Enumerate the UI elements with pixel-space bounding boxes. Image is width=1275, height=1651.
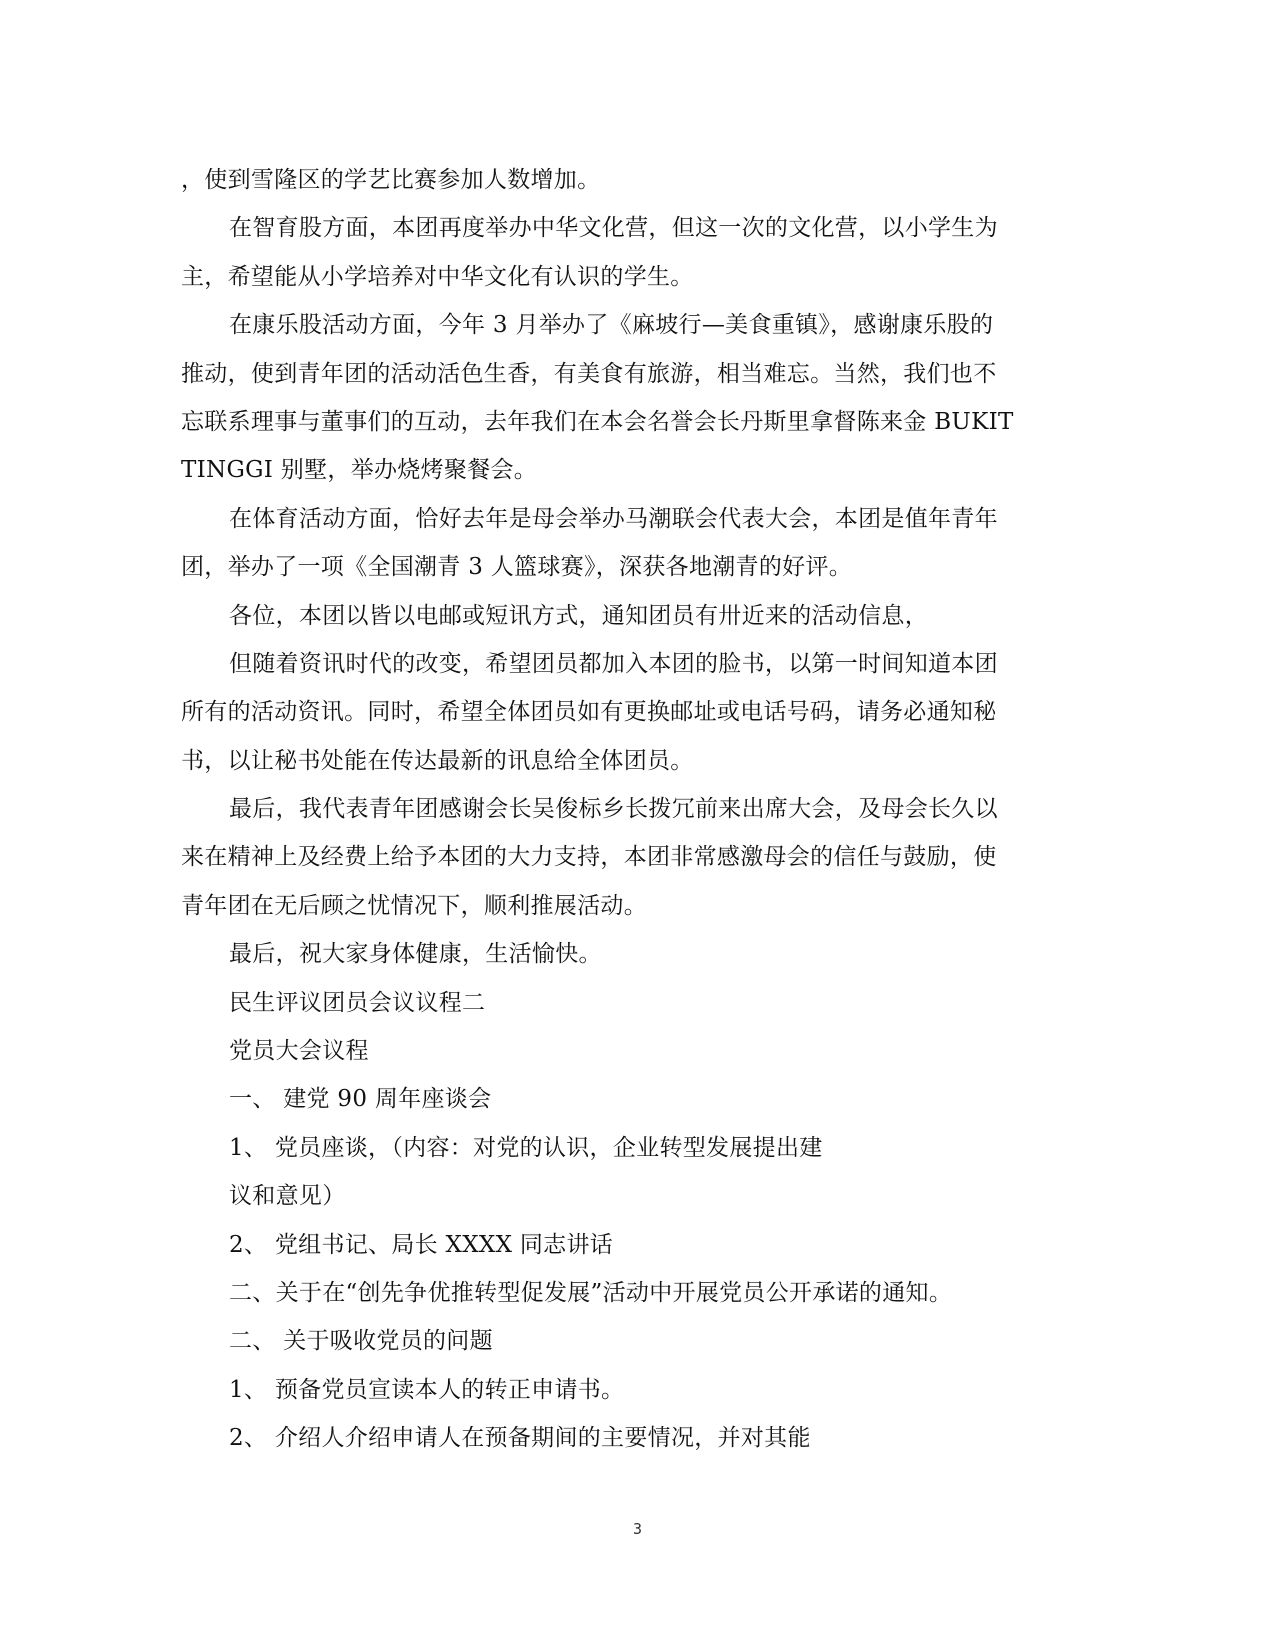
text-line: 在智育股方面，本团再度举办中华文化营，但这一次的文化营，以小学生为 [229,215,998,242]
agenda-item: 2、 介绍人介绍申请人在预备期间的主要情况，并对其能 [229,1425,811,1452]
text-line: 所有的活动资讯。同时，希望全体团员如有更换邮址或电话号码，请务必通知秘 [181,699,997,726]
agenda-item: 2、 党组书记、局长 XXXX 同志讲话 [229,1231,614,1258]
text-line: ，使到雪隆区的学艺比赛参加人数增加。 [181,167,601,193]
agenda-item: 1、 预备党员宣读本人的转正申请书。 [229,1376,625,1403]
text-line: 最后，祝大家身体健康，生活愉快。 [229,941,602,968]
text-line: 推动，使到青年团的活动活色生香，有美食有旅游，相当难忘。当然，我们也不 [181,360,997,387]
agenda-item: 二、 关于吸收党员的问题 [229,1328,493,1355]
text-line: 忘联系理事与董事们的互动，去年我们在本会名誉会长丹斯里拿督陈来金 BUKIT [181,408,1014,435]
section-heading: 党员大会议程 [229,1038,369,1065]
section-heading: 民生评议团员会议议程二 [229,989,486,1016]
text-line: 最后，我代表青年团感谢会长吴俊标乡长拨冗前来出席大会，及母会长久以 [229,796,998,823]
document-body [181,156,1061,1463]
agenda-item: 议和意见） [229,1183,346,1210]
text-line: 团，举办了一项《全国潮青 3 人篮球赛》，深获各地潮青的好评。 [181,554,853,581]
text-line: 青年团在无后顾之忧情况下，顺利推展活动。 [181,892,647,919]
page-number: 3 [632,1520,643,1538]
text-line: 在康乐股活动方面，今年 3 月举办了《麻坡行—美食重镇》，感谢康乐股的 [229,312,994,339]
text-line: 各位，本团以皆以电邮或短讯方式，通知团员有卅近来的活动信息， [229,602,928,629]
text-line: TINGGI 别墅，举办烧烤聚餐会。 [181,457,538,484]
text-line: 书，以让秘书处能在传达最新的讯息给全体团员。 [181,747,694,774]
agenda-item: 一、 建党 90 周年座谈会 [229,1086,492,1113]
text-line: 但随着资讯时代的改变，希望团员都加入本团的脸书，以第一时间知道本团 [229,650,998,677]
text-line: 来在精神上及经费上给予本团的大力支持，本团非常感激母会的信任与鼓励，使 [181,844,997,871]
agenda-item: 二、关于在“创先争优推转型促发展”活动中开展党员公开承诺的通知。 [229,1279,953,1306]
text-line: 主，希望能从小学培养对中华文化有认识的学生。 [181,263,694,290]
agenda-item: 1、 党员座谈，（内容：对党的认识，企业转型发展提出建 [229,1134,823,1161]
text-line: 在体育活动方面，恰好去年是母会举办马潮联会代表大会，本团是值年青年 [229,505,998,532]
